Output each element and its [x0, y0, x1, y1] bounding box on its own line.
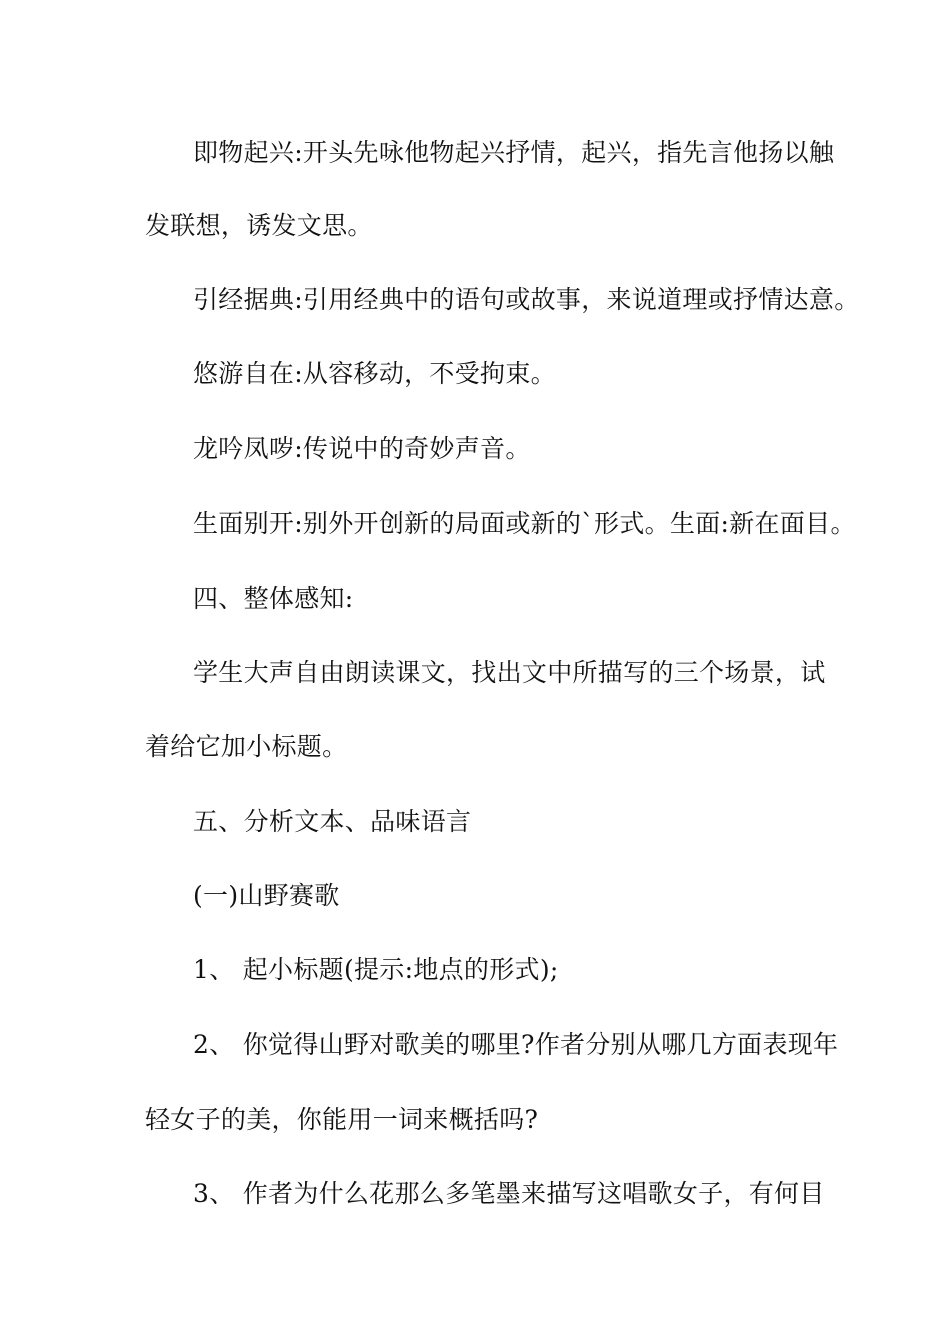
paragraph-line: 学生大声自由朗读课文，找出文中所描写的三个场景，试: [193, 658, 826, 687]
section-heading: 五、分析文本、品味语言: [193, 807, 472, 836]
section-heading: 四、整体感知:: [193, 584, 354, 613]
paragraph-line: 着给它加小标题。: [145, 732, 348, 761]
paragraph-line: 生面别开:别外开创新的局面或新的`形式。生面:新在面目。: [193, 509, 856, 538]
paragraph-line: 龙吟凤哕:传说中的奇妙声音。: [193, 434, 531, 463]
list-item: 1、 起小标题(提示:地点的形式);: [193, 955, 559, 984]
paragraph-line: 即物起兴:开头先咏他物起兴抒情，起兴，指先言他扬以触: [193, 138, 835, 167]
subsection-heading: (一)山野赛歌: [193, 881, 340, 910]
paragraph-line: 引经据典:引用经典中的语句或故事，来说道理或抒情达意。: [193, 285, 860, 314]
list-item: 3、 作者为什么花那么多笔墨来描写这唱歌女子，有何目: [193, 1179, 825, 1208]
list-item: 2、 你觉得山野对歌美的哪里?作者分别从哪几方面表现年: [193, 1030, 839, 1059]
paragraph-line: 发联想，诱发文思。: [145, 211, 373, 240]
list-item-continuation: 轻女子的美，你能用一词来概括吗?: [145, 1105, 539, 1134]
paragraph-line: 悠游自在:从容移动，不受拘束。: [193, 359, 556, 388]
